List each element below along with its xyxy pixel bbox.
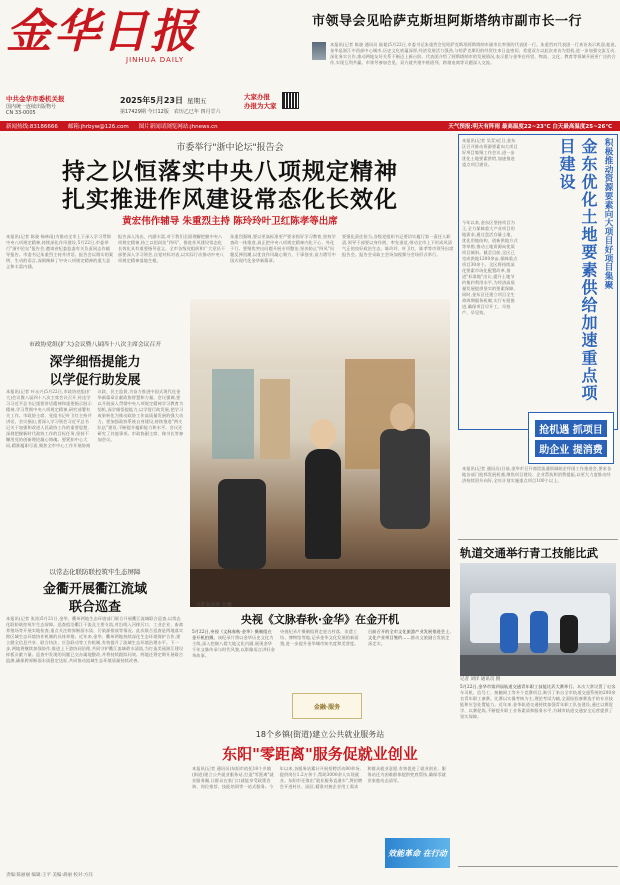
issue-weekday: 星期五	[186, 97, 207, 105]
logo-text: 金华日报	[6, 4, 198, 58]
tag-2: 助企业 提消费	[535, 440, 606, 457]
left-story2-title-1: 金衢开展衢江流域	[42, 582, 147, 597]
masthead-pinyin: JINHUA DAILY	[126, 56, 185, 64]
photo-caption-2: 央视纪录片摄制组将走进古村落、非遗工坊、博物馆等地,记录金华文化发展的新面貌,进一步提升金华城市知名度和美誉度。	[280, 629, 359, 646]
right-tag-box	[528, 412, 614, 464]
masthead-slogan: 大家办报 办报为大家	[244, 93, 277, 110]
hotline-text: 新闻热线:83186666	[6, 124, 58, 130]
bottom-story-text: 本报讯(记者 通讯员)东阳市依托18个乡镇(街道)建立公共就业服务站,打造"零距离"就业服务圈,让群众在家门口就能享受政策咨询、岗位推荐、技能培训等一站式服务。今年以来,各服务站累计开展招聘活动80余场,提供岗位1.2万余个,帮助3000余人实现就业。东阳市还推出"就业服务直通车",将招聘会开进村社、园区,精准对接企业用工需求和群众就业意愿,有效促进了就业创业。服务站还为困难群体提供兜底帮扶,确保零就业家庭动态清零。	[192, 766, 446, 789]
left-story2-kicker: 以常态化联防联控筑牢生态屏障	[49, 568, 141, 576]
photo-caption-3: 日前召开的全市文化旅游产业发展推进会上,文化产业项目签约……推动文旅融合发展走深走实。	[368, 629, 451, 646]
issn-label: 国内统一连续出版物号	[6, 104, 57, 110]
weather-text: 天气预报:明天有阵雨 最高温度22~23℃ 白天最高温度25~26℃	[448, 124, 612, 130]
top-story-text: 本报讯(记者 陈骁 通讯员 陆韬)5月22日,市委书记朱重烈会见哈萨克斯坦阿斯塔纳市副市长率领的代表团一行。朱重烈对代表团一行来访表示欢迎,他说,金华是浙江中西部中心城市,历史文化底蕴深厚,经济发展活力强劲,与哈萨克斯坦的经贸往来日益密切。希望双方以此次来访为契机,进一步加强交流互动,深化务实合作,推动两地友好关系不断迈上新台阶。代表团介绍了阿斯塔纳市的发展情况,表示愿与金华在经贸、物流、文化、教育等领域开展更广泛的合作,实现互利共赢。市领导参加会见。双方就共建中欧班列、跨境电商等议题深入交流。	[330, 42, 617, 65]
lead-text-col-3: 朱重烈强调,要以更高标准更严要求抓好学习教育,坚持学查改一体推进,真正把中央八项规定精神内化于心、外化于行。要聚焦突出问题开展专项整治,坚决防止"四风"问题反弹回潮,以优良作风凝心聚力、干事创业,奋力谱写中国式现代化金华新篇章。	[230, 234, 336, 263]
left-story2-title-2: 联合巡查	[68, 600, 121, 615]
lead-kicker: 市委举行"浙中论坛"报告会	[176, 143, 284, 153]
photo-caption-1: 5月22日,央视《文脉春秋·金华》摄制组在金开机拍摄。该纪录片将以金华历史文化为主线,深入挖掘八婺大地文化内涵,展现金华千年文脉传承与时代风貌,以影像语言讲好金华故事。	[192, 629, 275, 658]
lunar-date: 农历乙巳年 四月廿六	[173, 109, 221, 115]
rail-story-title: 轨道交通举行青工技能比武	[460, 546, 598, 560]
top-left-photo	[312, 42, 326, 60]
photo-filming-scene	[190, 299, 450, 607]
ad-logo: 金融·服务	[292, 693, 362, 719]
issue-date: 2025年5月23日	[120, 96, 183, 105]
right-story-text: 本报讯(记者 通讯员)日前,金华市召开商贸流通领域助企纾困工作推进会,要求各地各部门抢抓发展机遇,聚焦项目建设、企业帮扶和消费提振,以更大力度推动经济持续回升向好,全年计划实施重点项目100个以上。	[462, 466, 612, 483]
tag-1: 抢机遇 抓项目	[535, 420, 606, 437]
left-story-text: 本报讯(记者 叶永兴)5月22日,市政协党组(扩大)会议暨八届四十八次主席会议召开,传达学习习近平总书记重要讲话精神和重要指示批示精神,学习贯彻中央八项规定精神,研究部署有关工作。市政协主席、党组书记叶卫红主持并讲话。会议指出,要深入学习领会习近平总书记关于加强和改进人民政协工作的重要思想,深刻把握新时代政协工作的目标任务,坚持不懈用党的创新理论凝心铸魂。要紧扣中心大局,精准履职尽责,聚焦全市中心工作开展协商议政、民主监督,为奋力推进中国式现代化金华新篇章贡献政协智慧和力量。会议强调,要以开展深入贯彻中央八项规定精神学习教育为契机,深学细悟提能力,以学促行助发展,把学习成果转化为推动政协工作高质量发展的强大动力。要加强政协系统自身建设,持续推进"两支队伍"建设,不断提升履职能力和水平。会议还研究了其他事项。市政协副主席、秘书长等参加会议。	[6, 389, 184, 448]
photo-story-title: 央视《文脉春秋·金华》在金开机	[240, 613, 400, 626]
rail-story-rule	[458, 539, 618, 540]
right-vertical-headlines	[522, 138, 614, 412]
efficiency-badge	[385, 838, 450, 868]
rail-story-photo	[460, 563, 616, 676]
badge-text: 效能革命 在行动	[388, 848, 447, 858]
masthead-left-info	[6, 94, 116, 116]
rail-photo-credit: 记者 刘洋 通讯员 摄	[460, 677, 501, 682]
left-story-title-2: 以学促行助发展	[49, 373, 141, 388]
qr-code	[282, 92, 299, 109]
photo-credit: 记者 阮添琦 文/摄	[196, 603, 232, 608]
lead-text-col-2: 报告深入浅出、内涵丰富,对于我们全面理解把握中央八项规定精神,持之以恒纠治"四风"、推进作风建设常态化长效化具有重要指导意义。全市各级党组织和广大党员干部要深入学习领会,自觉对标对表,以实际行动推动中央八项规定精神落地生根。	[118, 234, 226, 263]
lead-byline: 黄宏伟作辅导 朱重烈主持 陈玲玲叶卫红陈孝等出席	[122, 216, 338, 227]
bottom-story-title: 东阳"零距离"服务促就业创业	[222, 745, 418, 763]
site-note-text: 图片新闻请浏览网站:jhnews.cn	[138, 124, 218, 130]
top-story-headline: 市领导会见哈萨克斯坦阿斯塔纳市副市长一行	[312, 14, 583, 29]
vertical-title-2: 金东优化土地要素供给加速重点项目建设	[557, 138, 598, 402]
cn-label: CN 33-0005	[6, 110, 36, 116]
lead-text-col-4: 要强化责任担当,各级党组织书记要切实履行第一责任人职责,领导干部要以身作则、率先垂范,带动全市上下形成风清气正的良好政治生态。陈玲玲、叶卫红、陈孝等市领导出席报告会。报告会采取主会场加视频分会场形式举行。	[342, 234, 454, 257]
rail-footer-rule	[458, 866, 618, 867]
rail-story-caption: 5月22日,金华市第四届轨道交通青年职工技能比武大赛举行。本次大赛设置了电客车司机、信号工、接触网工等多个竞赛项目,吸引了来自全市轨道交通系统的200余名青年职工参赛。比赛以实操考核为主,理论考试为辅,全面检验参赛选手的专业技能和应急处置能力。近年来,金华轨道交通持续加强青年职工队伍建设,通过以赛促学、以赛促练,不断提升职工业务素质和服务水平,为城市轨道交通安全运营提供了坚实保障。	[460, 684, 616, 719]
lead-title-2: 扎实推进作风建设常态化长效化	[62, 187, 398, 213]
left-footer-editors: 责编:陈丽丽 编辑:王平 美编:胡丽 校对:方珏	[6, 873, 93, 878]
email-text: 邮箱:jhrbyw@126.com	[67, 124, 129, 130]
lead-title-1: 持之以恒落实中央八项规定精神	[62, 159, 398, 185]
right-feature-text-1: 本报讯(记者 吴青)近日,金东区召开推动资源要素向大项目好项目集聚工作会议,进一步优化土地要素供给,加速推进重点项目建设。	[462, 138, 518, 167]
right-feature-text-2: 今年以来,金东区坚持项目为王,全力保障重大产业项目用地需求,通过盘活存量土地、优化用地结构、创新供地方式等举措,推动土地资源向优质项目倾斜。截至目前,全区已完成供地1200余亩,保障重点项目30余个。全区将持续深化要素市场化配置改革,推进"标准地"出让,提升土地节约集约利用水平,为经济高质量发展提供坚实的要素保障。同时,金东区还建立项目全生命周期服务机制,实行专班推进,确保项目早开工、早投产、早见效。	[462, 220, 518, 315]
lead-text-col-1: 本报讯(记者 陈骁 杨林雨)为推动全市上下深入学习贯彻中央八项规定精神,持续深化作风建设,5月22日,市委举行"浙中论坛"报告会,邀请省纪委监委有关负责同志作辅导报告。市委书记朱重烈主持并讲话。报告会以翔实的案例、生动的语言,深刻阐释了中央八项规定精神的重大意义和丰富内涵。	[6, 234, 114, 269]
info-bar	[0, 121, 620, 131]
bottom-story-kicker: 18个乡镇(街道)建立公共就业服务站	[255, 730, 385, 739]
left-story-kicker: 市政协党组(扩大)会议暨八届四十八次主席会议召开	[28, 342, 162, 348]
masthead-date-block	[120, 95, 240, 115]
party-paper-label: 中共金华市委机关报	[6, 95, 65, 103]
left-story-title-1: 深学细悟提能力	[49, 355, 141, 370]
issue-number: 第17429期 今日12版	[120, 109, 169, 115]
vertical-title-1: 积极推动资源要素向大项目好项目集聚	[603, 138, 613, 290]
left-story2-text: 本报讯(记者 张涛)5月21日,金华、衢州两地生态环境部门联合开展衢江流域联合巡查,以常态化联防联控筑牢生态屏障。巡查组沿衢江干流及主要支流,对沿线入河排污口、工业企业、畜禽养殖场等开展实地检查,重点关注跨界断面水质、污染源排放等情况。此次联合巡查是两地落实跨区域生态环境协作机制的具体举措。近年来,金华、衢州两地持续深化生态环境保护合作,建立健全信息共享、联合执法、应急联动等工作机制,有效提升了流域生态环境治理水平。下一步,两地将继续加强协作,推进上下游协同治理,共同守护衢江流域碧水清流,为打造美丽浙江建设样板贡献力量。巡查中发现的问题已交办属地整改,并将持续跟踪问效。两地还将定期开展联合监测,确保跨界断面水质稳定达标,共同推动流域生态环境质量持续改善。	[6, 616, 184, 663]
